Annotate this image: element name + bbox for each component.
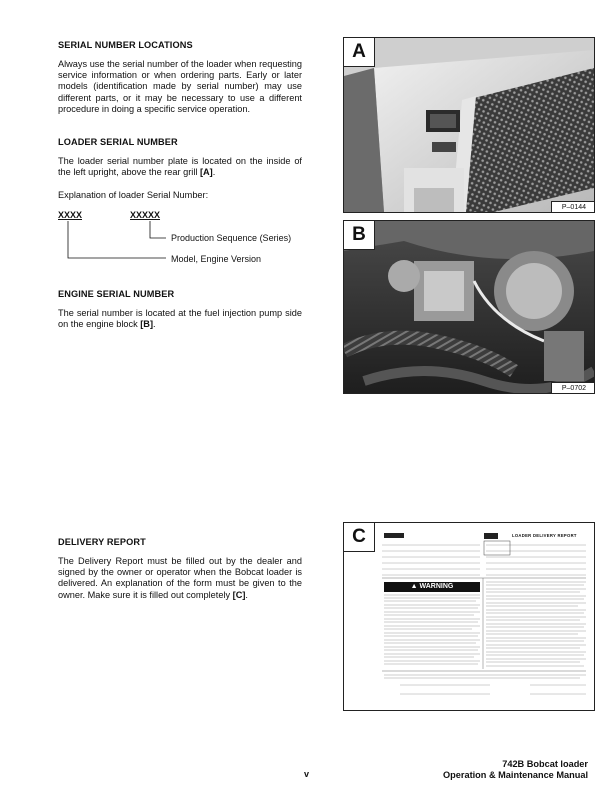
warning-triangle-icon: ▲ — [410, 583, 420, 590]
figure-a-code: P–0144 — [551, 201, 594, 212]
engine-serial-body: The serial number is located at the fuel injection pump side on the engine block [B]. — [58, 308, 302, 330]
form-title: LOADER DELIVERY REPORT — [512, 533, 577, 538]
delivery-report-body: The Delivery Report must be filled out by the dealer and signed by the owner or operator when the Bobcat loader is delivered. An explanation of the form must be given to the owner. Make sure it is filled out completely [C]. — [58, 556, 302, 600]
form-ruling-lines — [380, 529, 588, 705]
delivery-report-heading: DELIVERY REPORT — [58, 537, 146, 547]
figure-b-letter: B — [344, 221, 375, 250]
figure-a-photo — [343, 37, 595, 213]
engine-serial-heading: ENGINE SERIAL NUMBER — [58, 289, 175, 299]
serial-label-sequence: Production Sequence (Series) — [171, 233, 292, 243]
page-number: v — [304, 769, 310, 779]
serial-bracket-lines — [58, 221, 178, 261]
serial-locations-body: Always use the serial number of the loader when requesting service information or when ordering parts. Early or later models (identification made by serial number) may use different parts, or it may be necessary to use a different procedure in doing a specific service operation. — [58, 59, 302, 114]
serial-locations-heading: SERIAL NUMBER LOCATIONS — [58, 40, 193, 50]
serial-code-sequence: XXXXX — [130, 210, 161, 220]
figure-c-frame — [343, 522, 595, 711]
form-warning-box: ▲ WARNING — [384, 582, 480, 592]
loader-serial-body: The loader serial number plate is located on the inside of the left upright, above the rear grill [A]. — [58, 156, 302, 178]
serial-label-model: Model, Engine Version — [171, 254, 262, 264]
serial-explanation-text: Explanation of loader Serial Number: — [58, 190, 209, 200]
loader-upright-illustration — [344, 38, 594, 212]
figure-b-photo — [343, 220, 595, 394]
figure-b-code: P–0702 — [551, 382, 594, 393]
figure-c-letter: C — [344, 523, 375, 552]
engine-block-illustration — [344, 221, 594, 393]
figure-a-letter: A — [344, 38, 375, 67]
serial-code-model: XXXX — [58, 210, 83, 220]
manual-title: 742B Bobcat loader Operation & Maintenance Manual — [443, 759, 588, 780]
loader-serial-heading: LOADER SERIAL NUMBER — [58, 137, 178, 147]
delivery-report-form — [380, 529, 588, 705]
